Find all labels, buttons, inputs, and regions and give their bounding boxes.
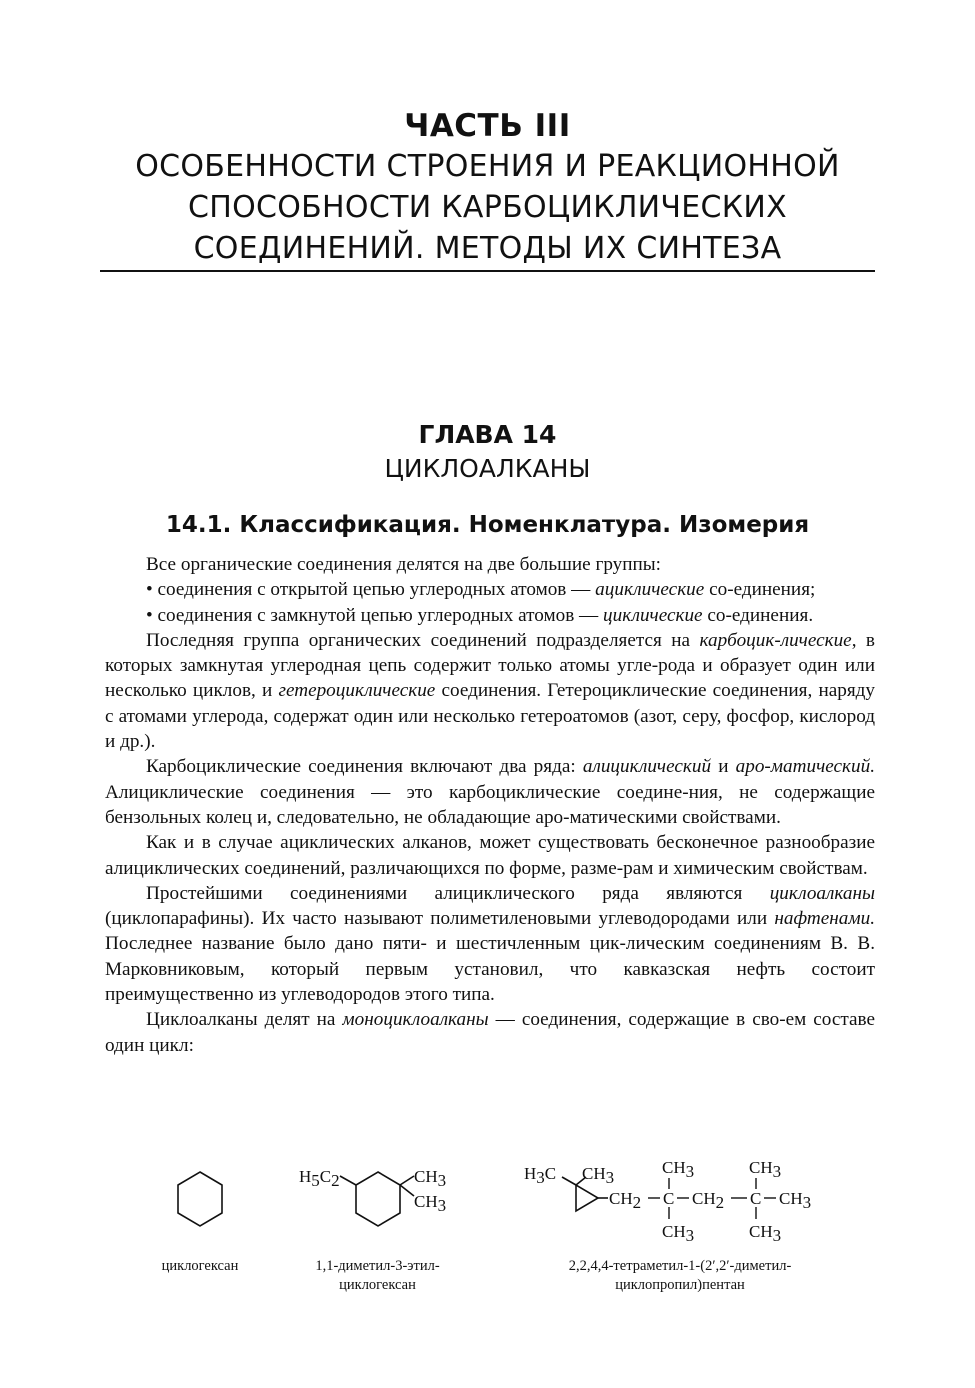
term-cyclic: циклические: [603, 604, 703, 626]
label-c2-methyl-top: CH3: [662, 1158, 695, 1181]
bullet-acyclic: [105, 577, 875, 602]
text-run: Циклоалканы делят на: [146, 1009, 343, 1031]
label-ring-ch3: CH3: [582, 1164, 615, 1187]
label-methyl-a: CH3: [414, 1167, 447, 1190]
text-run: соединения. Гетероциклические соединения, наряду с атомами углерода, содержат один или несколько гетероатомов (азот, серу, фосфор, кислород и др.).: [105, 680, 876, 753]
bond-methyl-a: [400, 1176, 414, 1185]
bond-methyl-b: [400, 1185, 414, 1196]
paragraph-alicyclic: [105, 754, 875, 830]
label-c4-methyl-bottom: CH3: [749, 1222, 782, 1245]
chapter-title: ЦИКЛОАЛКАНЫ: [384, 454, 591, 483]
label-h3c: H3C: [524, 1164, 557, 1187]
label-ch2-3: CH2: [692, 1189, 725, 1212]
bond-ethyl: [340, 1176, 356, 1185]
part-title: [60, 146, 915, 269]
label-c2: C: [663, 1189, 675, 1208]
paragraph-intro: Все органические соединения делятся на две большие группы:: [146, 554, 662, 575]
bullet-icon: •: [146, 604, 158, 626]
caption-dimethylethyl: [285, 1257, 470, 1295]
paragraph-variety: Как и в случае ациклических алканов, может существовать бесконечное разнообразие алициклических соединений, различающихся по форме, разме-рам и химическим свойствам.: [105, 832, 875, 879]
text-run: , в которых замкнутая углеродная цепь содержит только атомы угле-рода и образует один или несколько циклов, и: [105, 629, 875, 702]
label-methyl-b: CH3: [414, 1192, 447, 1215]
term-naphthenes: нафтенами.: [774, 908, 875, 930]
caption-cyclohexane: циклогексан: [161, 1258, 239, 1274]
caption-line: 1,1-диметил-3-этил-: [315, 1258, 440, 1274]
caption-line: 2,2,4,4-тетраметил-1-(2′,2′-диметил-: [568, 1258, 792, 1274]
part-title-line: СПОСОБНОСТИ КАРБОЦИКЛИЧЕСКИХ: [188, 190, 787, 225]
cyclohexane-ring: [178, 1172, 222, 1226]
part-title-line: СОЕДИНЕНИЙ. МЕТОДЫ ИХ СИНТЕЗА: [193, 231, 782, 266]
bullet-tail: со-единения;: [704, 579, 816, 601]
paragraph-carbocyclic: [105, 628, 875, 754]
label-ch2-1: CH2: [609, 1189, 642, 1212]
term-aromatic: аро-матический.: [735, 756, 875, 778]
caption-tetramethylpentane: [520, 1257, 840, 1295]
part-title-line: ОСОБЕННОСТИ СТРОЕНИЯ И РЕАКЦИОННОЙ: [135, 149, 840, 184]
cyclohexane-structure: [170, 1168, 230, 1234]
text-run: Карбоциклические соединения включают два ряда:: [146, 756, 583, 778]
paragraph-cycloalkanes: [105, 881, 875, 1007]
text-run: Последнее название было дано пяти- и шестичленным цик-лическим соединениям В. В. Марковниковым, который первым установил, что кавказская нефть состоит преимущественно из углеводородов этого типа.: [105, 933, 875, 1006]
text-run: и: [711, 756, 736, 778]
cyclopropane-ring: [576, 1185, 598, 1211]
term-cycloalkanes: циклоалканы: [769, 882, 875, 904]
term-monocycloalkanes: моноциклоалканы: [342, 1009, 489, 1031]
term-alicyclic: алициклический: [582, 756, 712, 778]
body-text: [105, 552, 875, 1058]
term-carbocyclic: карбоцик-лические: [699, 629, 852, 651]
text-run: Последняя группа органических соединений подразделяется на: [146, 629, 700, 651]
part-number: ЧАСТЬ III: [404, 108, 571, 144]
text-run: Алициклические соединения — это карбоциклические соедине-ния, не содержащие бензольных колец и, следовательно, не обладающие аро-матическими свойствами.: [105, 781, 875, 828]
term-heterocyclic: гетероциклические: [278, 680, 436, 702]
bullet-icon: •: [146, 579, 158, 601]
label-ethyl: H5C2: [299, 1167, 340, 1190]
label-c4: C: [750, 1189, 762, 1208]
caption-line: циклогексан: [339, 1277, 416, 1293]
paragraph-monocyclo: [105, 1007, 875, 1058]
bond-gem-methyl-a: [562, 1177, 576, 1185]
part-divider: [100, 270, 875, 272]
text-run: (циклопарафины). Их часто называют полиметиленовыми углеводородами или: [105, 908, 775, 930]
term-acyclic: ациклические: [595, 579, 705, 601]
bullet-tail: со-единения.: [702, 604, 814, 626]
caption-line: циклопропил)пентан: [615, 1277, 745, 1293]
label-ch3-end: CH3: [779, 1189, 812, 1212]
chapter-number: ГЛАВА 14: [418, 420, 557, 449]
text-run: — соединения, содержащие в сво-ем составе один цикл:: [105, 1009, 875, 1056]
section-title: 14.1. Классификация. Номенклатура. Изомерия: [165, 512, 810, 538]
text-run: Простейшими соединениями алициклического ряда являются: [146, 882, 770, 904]
bullet-text: соединения с замкнутой цепью углеродных атомов —: [157, 604, 604, 626]
label-c4-methyl-top: CH3: [749, 1158, 782, 1181]
bullet-text: соединения с открытой цепью углеродных атомов —: [157, 579, 596, 601]
bullet-cyclic: [105, 603, 875, 628]
ring: [356, 1172, 400, 1226]
dimethylethyl-cyclohexane-structure: [296, 1160, 466, 1250]
label-c2-methyl-bottom: CH3: [662, 1222, 695, 1245]
tetramethylpentane-structure: [520, 1155, 840, 1250]
